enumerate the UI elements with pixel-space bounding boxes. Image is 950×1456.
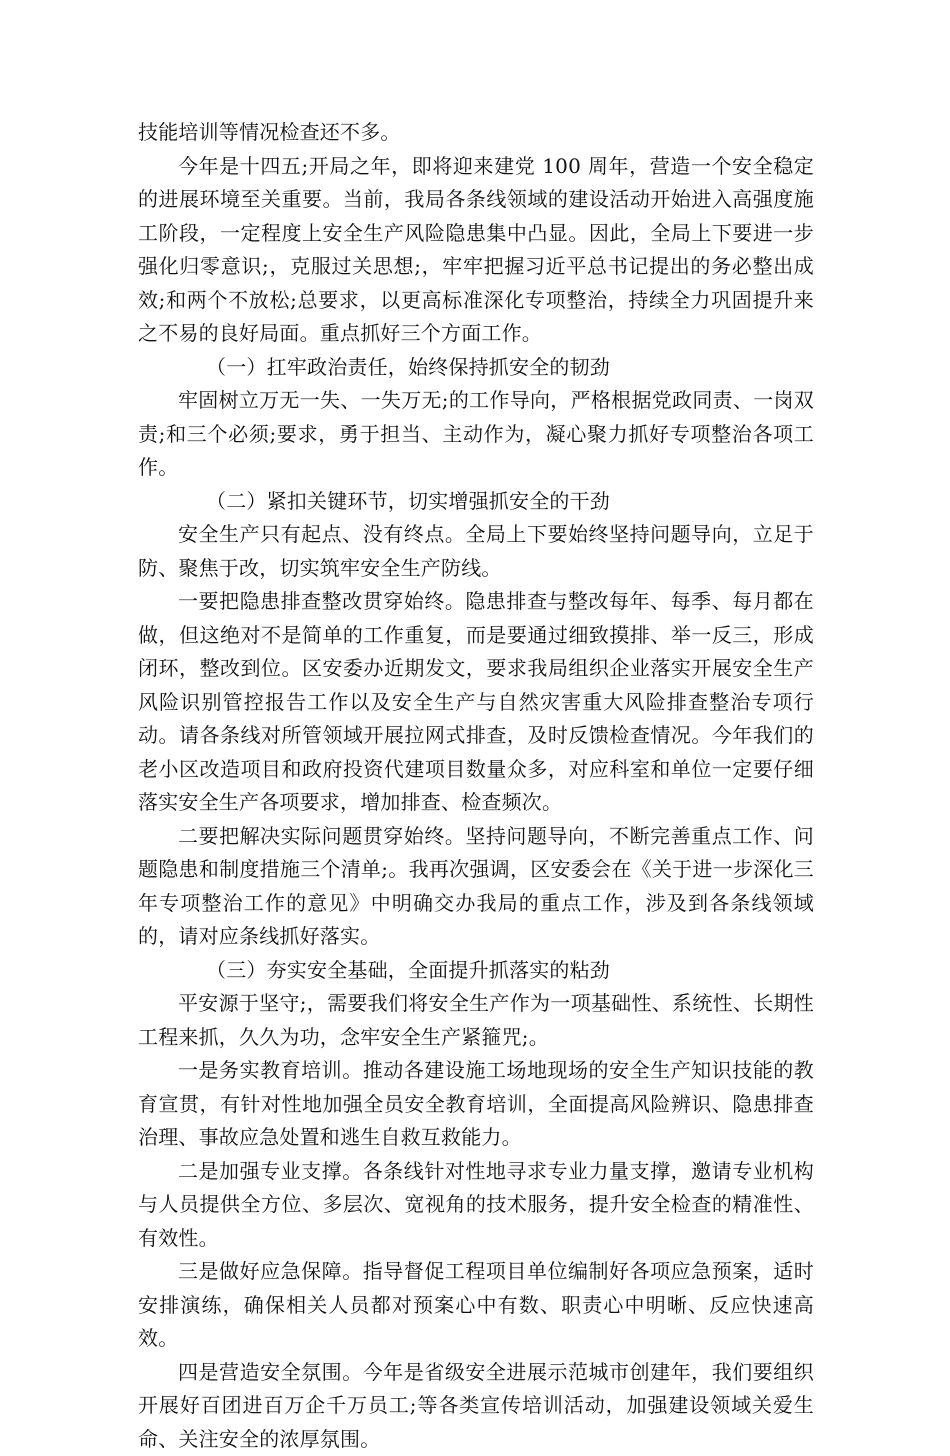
paragraph-practical-problems: 二要把解决实际问题贯穿始终。坚持问题导向，不断完善重点工作、问题隐患和制度措施三个清单;。我再次强调，区安委会在《关于进一步深化三年专项整治工作的意见》中明确交办我局的重点工作，涉及到各条线领域的，请对应条线抓好落实。	[138, 820, 814, 954]
section-heading-2: （二）紧扣关键环节，切实增强抓安全的干劲	[138, 485, 814, 519]
paragraph-continuation: 技能培训等情况检查还不多。	[138, 116, 814, 150]
section-heading-1: （一）扛牢政治责任，始终保持抓安全的韧劲	[138, 351, 814, 385]
paragraph-emergency-support: 三是做好应急保障。指导督促工程项目单位编制好各项应急预案，适时安排演练，确保相关人员都对预案心中有数、职责心中明晰、反应快速高效。	[138, 1255, 814, 1356]
paragraph-hazard-inspection: 一要把隐患排查整改贯穿始终。隐患排查与整改每年、每季、每月都在做，但这绝对不是简单的工作重复，而是要通过细致摸排、举一反三，形成闭环，整改到位。区安委办近期发文，要求我局组织企业落实开展安全生产风险识别管控报告工作以及安全生产与自然灾害重大风险排查整治专项行动。请各条线对所管领域开展拉网式排查，及时反馈检查情况。今年我们的老小区改造项目和政府投资代建项目数量众多，对应科室和单位一定要仔细落实安全生产各项要求，增加排查、检查频次。	[138, 585, 814, 820]
document-page	[138, 116, 814, 1456]
section-heading-3: （三）夯实安全基础，全面提升抓落实的粘劲	[138, 954, 814, 988]
paragraph-intro: 今年是十四五;开局之年，即将迎来建党 100 周年，营造一个安全稳定的进展环境至关重要。当前，我局各条线领域的建设活动开始进入高强度施工阶段，一定程度上安全生产风险隐患集中凸显。因此，全局上下要进一步强化归零意识;，克服过关思想;，牢牢把握习近平总书记提出的务必整出成效;和两个不放松;总要求，以更高标准深化专项整治，持续全力巩固提升来之不易的良好局面。重点抓好三个方面工作。	[138, 150, 814, 351]
paragraph-education-training: 一是务实教育培训。推动各建设施工场地现场的安全生产知识技能的教育宣贯，有针对性地加强全员安全教育培训，全面提高风险辨识、隐患排查治理、事故应急处置和逃生自救互救能力。	[138, 1054, 814, 1155]
paragraph-section-1: 牢固树立万无一失、一失万无;的工作导向，严格根据党政同责、一岗双责;和三个必须;要求，勇于担当、主动作为，凝心聚力抓好专项整治各项工作。	[138, 384, 814, 485]
paragraph-safety-atmosphere: 四是营造安全氛围。今年是省级安全进展示范城市创建年，我们要组织开展好百团进百万企千万员工;等各类宣传培训活动，加强建设领域关爱生命、关注安全的浓厚氛围。	[138, 1356, 814, 1456]
paragraph-section-3-intro: 平安源于坚守;，需要我们将安全生产作为一项基础性、系统性、长期性工程来抓，久久为功，念牢安全生产紧箍咒;。	[138, 987, 814, 1054]
paragraph-professional-support: 二是加强专业支撑。各条线针对性地寻求专业力量支撑，邀请专业机构与人员提供全方位、多层次、宽视角的技术服务，提升安全检查的精准性、有效性。	[138, 1155, 814, 1256]
paragraph-section-2-intro: 安全生产只有起点、没有终点。全局上下要始终坚持问题导向，立足于防、聚焦于改，切实筑牢安全生产防线。	[138, 518, 814, 585]
